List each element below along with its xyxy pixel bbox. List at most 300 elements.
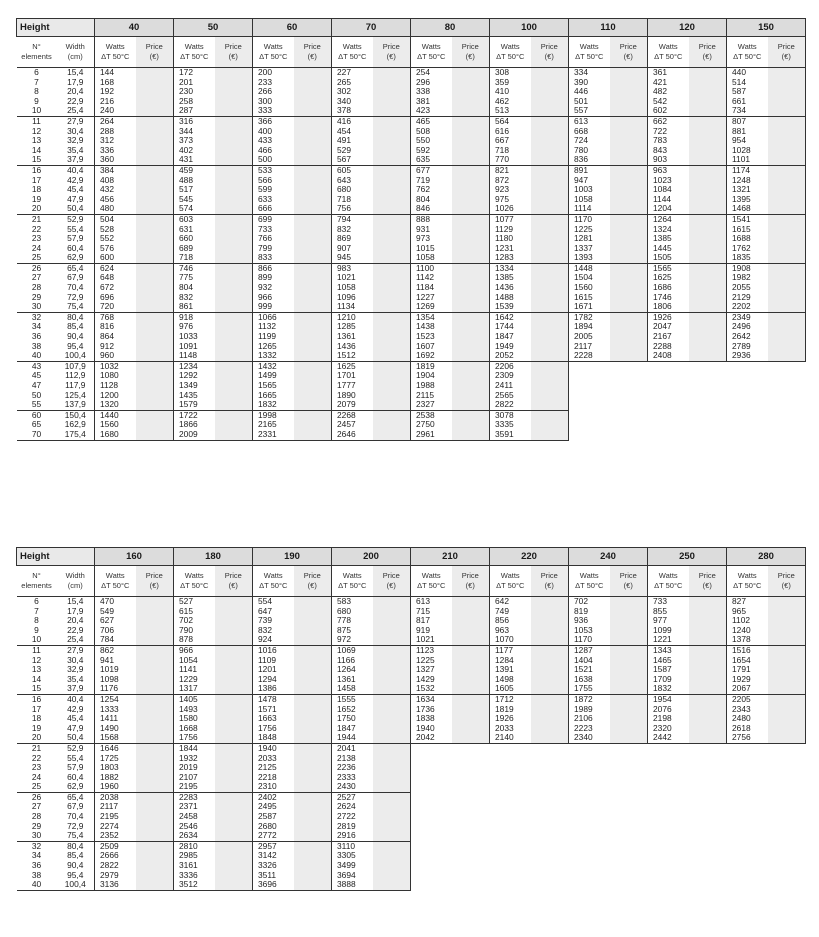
width-value: 30,4	[67, 126, 84, 136]
elements-count: 9	[34, 625, 39, 635]
price-value	[136, 283, 174, 293]
price-value	[531, 234, 569, 244]
watts-value: 836	[569, 155, 610, 165]
watts-value: 966	[253, 293, 294, 303]
width-value: 60,4	[67, 772, 84, 782]
price-header	[136, 566, 174, 597]
price-value	[215, 127, 253, 137]
watts-value: 1395	[727, 195, 768, 205]
price-value	[215, 185, 253, 195]
price-value	[452, 244, 490, 254]
price-value	[689, 195, 727, 205]
watts-value: 1440	[95, 410, 136, 420]
price-value	[294, 861, 332, 871]
price-value	[294, 176, 332, 186]
price-value	[136, 822, 174, 832]
watts-value: 296	[411, 78, 452, 88]
price-value	[452, 312, 490, 322]
price-value	[373, 684, 411, 694]
watts-value: 1021	[332, 273, 373, 283]
watts-value: 1516	[727, 645, 768, 655]
watts-value: 1498	[490, 675, 531, 685]
watts-label: Watts	[658, 571, 678, 580]
watts-label: Watts	[737, 571, 757, 580]
empty-cell	[648, 410, 689, 420]
watts-value: 1405	[174, 694, 215, 704]
price-value	[215, 371, 253, 381]
watts-value: 2408	[648, 351, 689, 361]
watts-value: 869	[332, 234, 373, 244]
price-value	[610, 97, 648, 107]
column-subheader-row	[17, 566, 806, 597]
price-value	[215, 136, 253, 146]
watts-value: 384	[95, 165, 136, 175]
price-value	[768, 635, 806, 645]
watts-value: 843	[648, 146, 689, 156]
watts-value: 1680	[95, 430, 136, 440]
table-row	[17, 831, 806, 841]
width-value: 72,9	[67, 821, 84, 831]
width-value: 55,4	[67, 224, 84, 234]
price-value	[215, 812, 253, 822]
price-value	[215, 293, 253, 303]
watts-value: 1448	[569, 263, 610, 273]
elements-count: 30	[31, 831, 42, 841]
watts-value: 1281	[569, 234, 610, 244]
watts-value: 1254	[95, 694, 136, 704]
watts-value: 2223	[569, 724, 610, 734]
watts-value: 1625	[648, 273, 689, 283]
watts-value: 1565	[648, 263, 689, 273]
watts-value: 1391	[490, 665, 531, 675]
elements-count: 65	[31, 420, 42, 430]
watts-value: 1926	[648, 312, 689, 322]
price-value	[452, 273, 490, 283]
empty-cell	[727, 773, 768, 783]
price-value	[294, 635, 332, 645]
price-value	[452, 675, 490, 685]
price-value	[136, 204, 174, 214]
price-value	[215, 831, 253, 841]
price-value	[452, 635, 490, 645]
price-value	[689, 351, 727, 361]
price-value	[531, 116, 569, 126]
watts-value: 500	[253, 155, 294, 165]
price-value	[136, 626, 174, 636]
empty-cell	[689, 871, 727, 881]
price-value	[452, 332, 490, 342]
price-value	[768, 263, 806, 273]
table-row	[17, 607, 806, 617]
width-value: 75,4	[67, 302, 84, 312]
price-value	[768, 127, 806, 137]
watts-value: 1890	[332, 391, 373, 401]
watts-value: 2206	[490, 361, 531, 371]
watts-value: 300	[253, 97, 294, 107]
watts-value: 1248	[727, 176, 768, 186]
watts-value: 3142	[253, 851, 294, 861]
watts-delta: ΔT 50°C	[654, 52, 683, 61]
price-label: Price	[698, 42, 716, 51]
elements-count: 8	[34, 87, 39, 97]
table-row	[17, 176, 806, 186]
width-value: 22,9	[67, 625, 84, 635]
watts-value: 2810	[174, 841, 215, 851]
price-value	[452, 68, 490, 78]
watts-value: 662	[648, 116, 689, 126]
empty-cell	[490, 871, 531, 881]
watts-value: 2125	[253, 763, 294, 773]
watts-value: 2195	[95, 812, 136, 822]
table-row	[17, 410, 806, 420]
price-header	[531, 566, 569, 597]
price-value	[610, 136, 648, 146]
price-value	[136, 792, 174, 802]
empty-cell	[452, 743, 490, 753]
watts-value: 1568	[95, 733, 136, 743]
watts-value: 1070	[490, 635, 531, 645]
watts-value: 1170	[569, 635, 610, 645]
table-row	[17, 822, 806, 832]
watts-value: 1866	[174, 420, 215, 430]
empty-cell	[569, 371, 610, 381]
price-header	[689, 37, 727, 68]
price-value	[768, 312, 806, 322]
watts-value: 1894	[569, 322, 610, 332]
watts-value: 975	[490, 195, 531, 205]
price-value	[452, 127, 490, 137]
price-value	[531, 626, 569, 636]
watts-delta: ΔT 50°C	[417, 52, 446, 61]
price-unit: (€)	[702, 581, 712, 590]
price-value	[215, 214, 253, 224]
watts-value: 1204	[648, 204, 689, 214]
price-value	[215, 773, 253, 783]
empty-cell	[610, 381, 648, 391]
elements-count: 10	[31, 106, 42, 116]
empty-cell	[648, 371, 689, 381]
width-header	[57, 566, 95, 597]
price-value	[215, 684, 253, 694]
watts-value: 2019	[174, 763, 215, 773]
watts-value: 2496	[727, 322, 768, 332]
table-row	[17, 214, 806, 224]
watts-value: 739	[253, 616, 294, 626]
price-value	[768, 176, 806, 186]
price-value	[768, 616, 806, 626]
price-value	[768, 244, 806, 254]
price-value	[610, 705, 648, 715]
watts-value: 2117	[95, 802, 136, 812]
price-value	[452, 724, 490, 734]
price-value	[689, 68, 727, 78]
watts-value: 804	[174, 283, 215, 293]
empty-cell	[569, 831, 610, 841]
elements-count: 20	[31, 204, 42, 214]
price-value	[768, 302, 806, 312]
price-label: Price	[461, 42, 479, 51]
empty-cell	[569, 871, 610, 881]
price-value	[373, 165, 411, 175]
watts-value: 1668	[174, 724, 215, 734]
watts-value: 550	[411, 136, 452, 146]
empty-cell	[569, 861, 610, 871]
watts-label: Watts	[737, 42, 757, 51]
width-value: 30,4	[67, 655, 84, 665]
watts-value: 1432	[253, 361, 294, 371]
price-value	[373, 68, 411, 78]
price-value	[452, 391, 490, 401]
empty-cell	[531, 822, 569, 832]
watts-value: 233	[253, 78, 294, 88]
height-value: 190	[253, 548, 332, 566]
watts-value: 749	[490, 607, 531, 617]
watts-value: 517	[174, 185, 215, 195]
watts-value: 2205	[727, 694, 768, 704]
watts-value: 919	[411, 626, 452, 636]
elements-count: 24	[31, 772, 42, 782]
price-value	[136, 861, 174, 871]
watts-value: 1465	[648, 656, 689, 666]
empty-cell	[569, 391, 610, 401]
empty-cell	[768, 773, 806, 783]
empty-cell	[727, 371, 768, 381]
table-row	[17, 645, 806, 655]
price-value	[373, 381, 411, 391]
watts-value: 2538	[411, 410, 452, 420]
watts-value: 605	[332, 165, 373, 175]
watts-value: 2042	[411, 733, 452, 743]
table-row	[17, 351, 806, 361]
price-value	[136, 645, 174, 655]
watts-delta: ΔT 50°C	[496, 52, 525, 61]
watts-value: 1571	[253, 705, 294, 715]
empty-cell	[689, 861, 727, 871]
price-value	[452, 694, 490, 704]
price-value	[294, 165, 332, 175]
watts-value: 1132	[253, 322, 294, 332]
table-row	[17, 361, 806, 371]
watts-value: 3161	[174, 861, 215, 871]
price-value	[215, 106, 253, 116]
watts-value: 1058	[569, 195, 610, 205]
watts-value: 677	[411, 165, 452, 175]
watts-value: 1565	[253, 381, 294, 391]
empty-cell	[768, 361, 806, 371]
table-row	[17, 195, 806, 205]
price-value	[215, 626, 253, 636]
watts-value: 1512	[332, 351, 373, 361]
price-value	[689, 253, 727, 263]
empty-cell	[531, 754, 569, 764]
width-value: 57,9	[67, 763, 84, 773]
table-row	[17, 705, 806, 715]
price-header	[294, 566, 332, 597]
empty-cell	[689, 361, 727, 371]
elements-count: 27	[31, 802, 42, 812]
price-unit: (€)	[544, 581, 554, 590]
price-value	[689, 106, 727, 116]
width-value: 47,9	[67, 723, 84, 733]
elements-count: 13	[31, 136, 42, 146]
watts-value: 1225	[569, 225, 610, 235]
price-value	[610, 146, 648, 156]
watts-value: 647	[253, 607, 294, 617]
price-header	[768, 37, 806, 68]
watts-value: 1231	[490, 244, 531, 254]
price-value	[215, 871, 253, 881]
price-value	[689, 176, 727, 186]
height-value: 160	[95, 548, 174, 566]
price-value	[294, 351, 332, 361]
table-row	[17, 802, 806, 812]
empty-cell	[648, 430, 689, 440]
price-value	[215, 400, 253, 410]
watts-value: 2106	[569, 714, 610, 724]
price-value	[610, 694, 648, 704]
price-value	[610, 616, 648, 626]
price-value	[215, 116, 253, 126]
watts-value: 821	[490, 165, 531, 175]
watts-value: 816	[95, 322, 136, 332]
watts-delta: ΔT 50°C	[180, 581, 209, 590]
price-value	[215, 802, 253, 812]
empty-cell	[490, 812, 531, 822]
watts-value: 827	[727, 597, 768, 607]
price-value	[689, 607, 727, 617]
price-value	[531, 293, 569, 303]
watts-value: 856	[490, 616, 531, 626]
price-value	[373, 214, 411, 224]
watts-value: 2167	[648, 332, 689, 342]
price-value	[531, 195, 569, 205]
price-unit: (€)	[149, 52, 159, 61]
watts-value: 1940	[253, 743, 294, 753]
watts-value: 254	[411, 68, 452, 78]
price-value	[136, 724, 174, 734]
price-value	[294, 332, 332, 342]
empty-cell	[689, 391, 727, 401]
price-value	[294, 724, 332, 734]
watts-value: 1166	[332, 656, 373, 666]
watts-value: 2457	[332, 420, 373, 430]
price-value	[610, 635, 648, 645]
price-value	[373, 724, 411, 734]
watts-value: 172	[174, 68, 215, 78]
price-value	[610, 234, 648, 244]
watts-value: 631	[174, 225, 215, 235]
empty-cell	[531, 812, 569, 822]
watts-value: 1504	[569, 273, 610, 283]
watts-value: 373	[174, 136, 215, 146]
watts-value: 2198	[648, 714, 689, 724]
price-value	[215, 724, 253, 734]
price-label: Price	[224, 42, 242, 51]
price-value	[294, 430, 332, 440]
watts-value: 470	[95, 597, 136, 607]
price-value	[531, 146, 569, 156]
empty-cell	[531, 851, 569, 861]
empty-cell	[490, 802, 531, 812]
price-value	[294, 812, 332, 822]
watts-value: 1560	[95, 420, 136, 430]
watts-value: 390	[569, 78, 610, 88]
empty-cell	[648, 420, 689, 430]
price-value	[215, 97, 253, 107]
table-row	[17, 861, 806, 871]
watts-value: 2165	[253, 420, 294, 430]
price-value	[294, 773, 332, 783]
price-value	[610, 724, 648, 734]
price-value	[373, 312, 411, 322]
price-unit: (€)	[307, 52, 317, 61]
width-value: 40,4	[57, 165, 95, 175]
table-row	[17, 782, 806, 792]
watts-value: 702	[569, 597, 610, 607]
price-value	[294, 705, 332, 715]
price-value	[215, 322, 253, 332]
price-value	[294, 782, 332, 792]
table-row	[17, 106, 806, 116]
price-value	[768, 234, 806, 244]
price-value	[136, 420, 174, 430]
table-row	[17, 675, 806, 685]
watts-value: 660	[174, 234, 215, 244]
price-value	[136, 430, 174, 440]
watts-header	[332, 566, 373, 597]
watts-delta: ΔT 50°C	[338, 581, 367, 590]
price-value	[373, 146, 411, 156]
empty-cell	[648, 773, 689, 783]
price-value	[768, 351, 806, 361]
watts-value: 1378	[727, 635, 768, 645]
empty-cell	[648, 763, 689, 773]
price-value	[373, 851, 411, 861]
watts-header	[569, 566, 610, 597]
price-value	[373, 116, 411, 126]
empty-cell	[727, 880, 768, 890]
empty-cell	[411, 851, 452, 861]
watts-value: 807	[727, 116, 768, 126]
width-value: 17,9	[67, 606, 84, 616]
price-value	[452, 616, 490, 626]
price-value	[215, 733, 253, 743]
price-value	[610, 263, 648, 273]
price-label: Price	[224, 571, 242, 580]
watts-value: 527	[174, 597, 215, 607]
empty-cell	[569, 812, 610, 822]
watts-delta: ΔT 50°C	[101, 52, 130, 61]
width-header	[57, 37, 95, 68]
price-value	[136, 106, 174, 116]
price-value	[294, 831, 332, 841]
watts-value: 672	[95, 283, 136, 293]
watts-value: 1539	[490, 302, 531, 312]
price-value	[294, 78, 332, 88]
price-value	[136, 351, 174, 361]
table-row	[17, 851, 806, 861]
price-value	[215, 283, 253, 293]
watts-value: 1101	[727, 155, 768, 165]
watts-value: 1028	[727, 146, 768, 156]
watts-value: 1688	[727, 234, 768, 244]
watts-value: 2129	[727, 293, 768, 303]
watts-label: Watts	[421, 571, 441, 580]
table-row	[17, 127, 806, 137]
empty-cell	[452, 782, 490, 792]
watts-value: 2411	[490, 381, 531, 391]
empty-cell	[768, 782, 806, 792]
